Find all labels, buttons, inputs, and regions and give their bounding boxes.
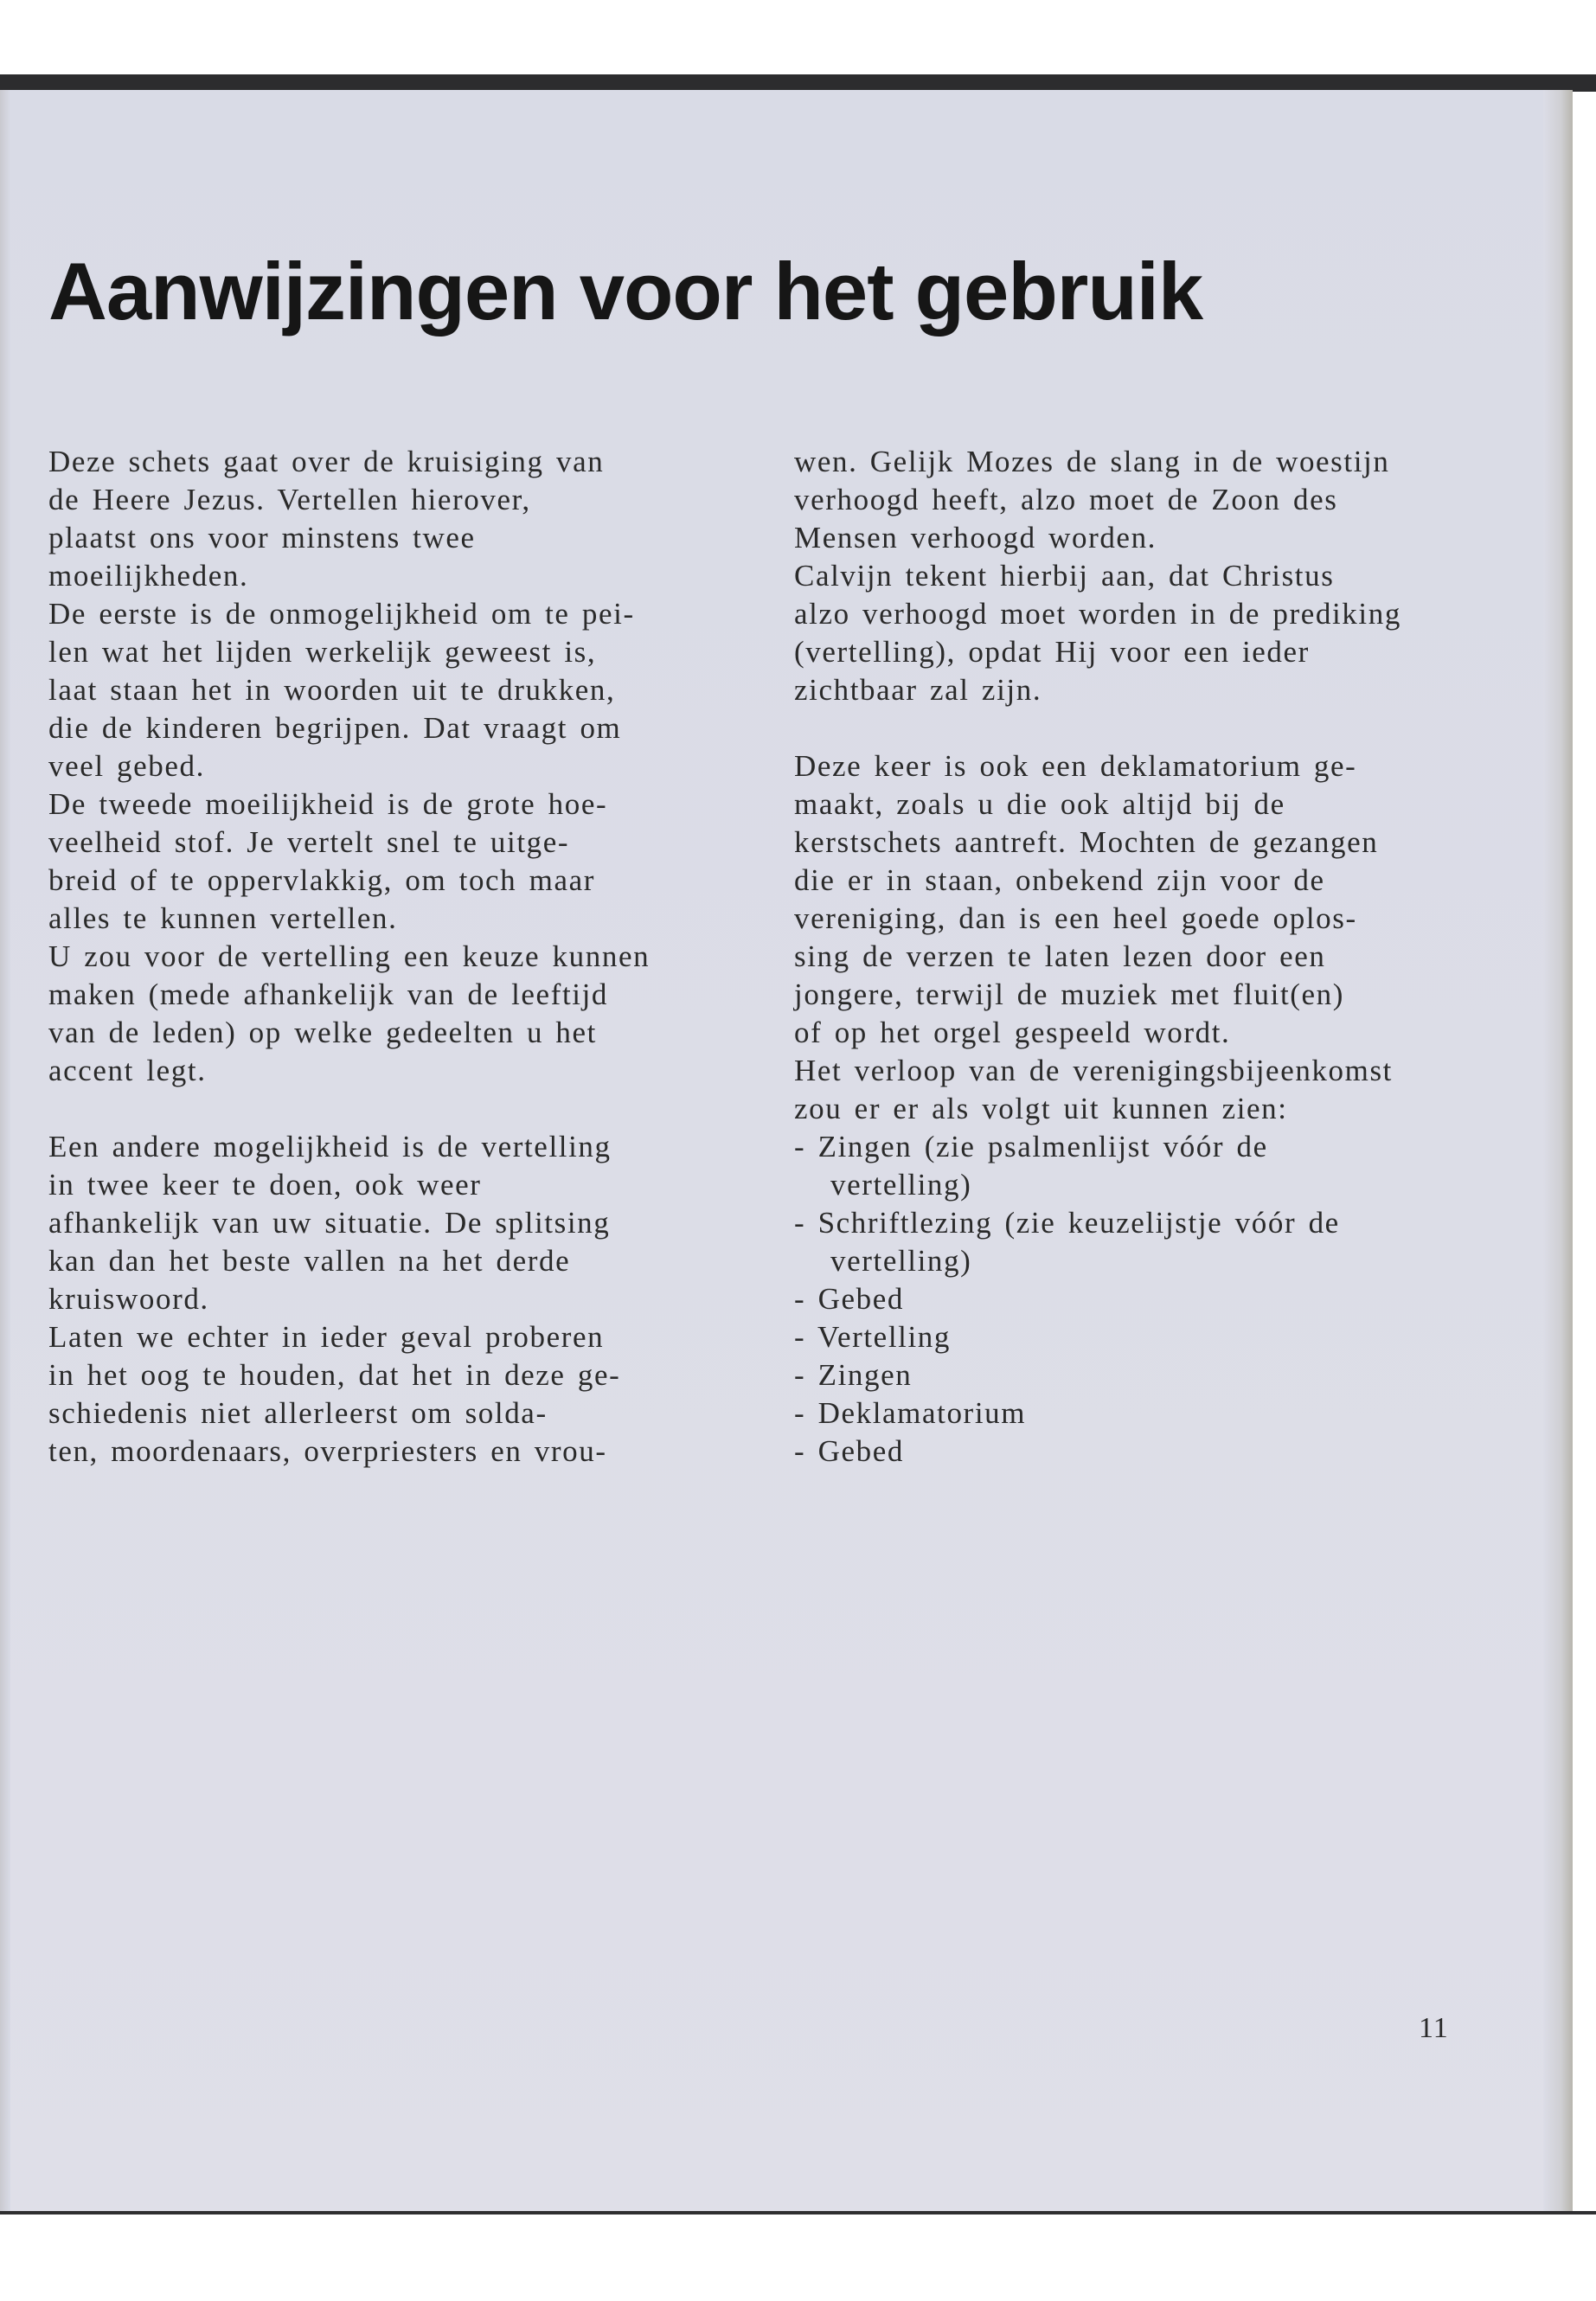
text-line: kerstschets aantreft. Mochten de gezangen bbox=[794, 825, 1379, 859]
text-line: in twee keer te doen, ook weer bbox=[48, 1168, 482, 1202]
text-line: die de kinderen begrijpen. Dat vraagt om bbox=[48, 711, 622, 745]
list-item-continuation: vertelling) bbox=[830, 1244, 972, 1278]
paragraph-gap bbox=[794, 709, 1529, 747]
text-line: len wat het lijden werkelijk geweest is, bbox=[48, 635, 597, 669]
list-item: - Deklamatorium bbox=[794, 1396, 1027, 1430]
text-line: wen. Gelijk Mozes de slang in de woestijn bbox=[794, 445, 1390, 478]
text-line: kruiswoord. bbox=[48, 1282, 209, 1316]
text-line: zou er er als volgt uit kunnen zien: bbox=[794, 1092, 1288, 1125]
text-line: afhankelijk van uw situatie. De splitsing bbox=[48, 1206, 611, 1240]
text-line: accent legt. bbox=[48, 1054, 207, 1087]
text-line: Het verloop van de verenigingsbijeenkomst bbox=[794, 1054, 1393, 1087]
text-line: plaatst ons voor minstens twee bbox=[48, 521, 476, 554]
text-line: ten, moordenaars, overpriesters en vrou- bbox=[48, 1434, 607, 1468]
text-line: moeilijkheden. bbox=[48, 559, 249, 593]
text-line: in het oog te houden, dat het in deze ge- bbox=[48, 1358, 621, 1392]
list-item-continuation: vertelling) bbox=[830, 1168, 972, 1202]
list-item: - Vertelling bbox=[794, 1320, 951, 1354]
text-line: veel gebed. bbox=[48, 749, 205, 783]
scan-background-top bbox=[0, 0, 1596, 76]
text-line: laat staan het in woorden uit te drukken, bbox=[48, 673, 616, 707]
paragraph-gap bbox=[48, 1090, 784, 1128]
scan-background-bottom bbox=[0, 2214, 1596, 2301]
text-line: Calvijn tekent hierbij aan, dat Christus bbox=[794, 559, 1335, 593]
text-line: Deze keer is ook een deklamatorium ge- bbox=[794, 749, 1357, 783]
text-line: (vertelling), opdat Hij voor een ieder bbox=[794, 635, 1310, 669]
text-line: zichtbaar zal zijn. bbox=[794, 673, 1042, 707]
text-line: jongere, terwijl de muziek met fluit(en) bbox=[794, 977, 1345, 1011]
text-line: Laten we echter in ieder geval proberen bbox=[48, 1320, 605, 1354]
page-binding-edge bbox=[1543, 90, 1573, 2214]
text-line: veelheid stof. Je vertelt snel te uitge- bbox=[48, 825, 570, 859]
list-item: - Zingen bbox=[794, 1358, 913, 1392]
text-line: sing de verzen te laten lezen door een bbox=[794, 939, 1326, 973]
list-item: - Gebed bbox=[794, 1282, 904, 1316]
text-line: maken (mede afhankelijk van de leeftijd bbox=[48, 977, 609, 1011]
text-line: of op het orgel gespeeld wordt. bbox=[794, 1016, 1231, 1049]
text-line: verhoogd heeft, alzo moet de Zoon des bbox=[794, 483, 1338, 516]
text-line: breid of te oppervlakkig, om toch maar bbox=[48, 863, 595, 897]
text-line: die er in staan, onbekend zijn voor de bbox=[794, 863, 1325, 897]
text-line: U zou voor de vertelling een keuze kunnen bbox=[48, 939, 651, 973]
scan-edge-top bbox=[0, 74, 1596, 92]
text-line: Een andere mogelijkheid is de vertelling bbox=[48, 1130, 612, 1163]
text-line: maakt, zoals u die ook altijd bij de bbox=[794, 787, 1285, 821]
right-text-column bbox=[794, 443, 1529, 1471]
left-text-column bbox=[48, 443, 784, 1471]
text-line: van de leden) op welke gedeelten u het bbox=[48, 1016, 597, 1049]
text-line: vereniging, dan is een heel goede oplos- bbox=[794, 901, 1357, 935]
text-line: De eerste is de onmogelijkheid om te pei- bbox=[48, 597, 635, 631]
text-line: kan dan het beste vallen na het derde bbox=[48, 1244, 571, 1278]
page-number: 11 bbox=[1419, 2012, 1449, 2044]
text-line: Mensen verhoogd worden. bbox=[794, 521, 1157, 554]
list-item: - Gebed bbox=[794, 1434, 904, 1468]
text-line: alzo verhoogd moet worden in de prediking bbox=[794, 597, 1401, 631]
page-title: Aanwijzingen voor het gebruik bbox=[48, 246, 1203, 336]
text-line: De tweede moeilijkheid is de grote hoe- bbox=[48, 787, 608, 821]
text-line: Deze schets gaat over de kruisiging van bbox=[48, 445, 605, 478]
text-line: schiedenis niet allerleerst om solda- bbox=[48, 1396, 548, 1430]
text-line: alles te kunnen vertellen. bbox=[48, 901, 398, 935]
list-item: - Zingen (zie psalmenlijst vóór de bbox=[794, 1130, 1268, 1163]
list-item: - Schriftlezing (zie keuzelijstje vóór de bbox=[794, 1206, 1340, 1240]
text-line: de Heere Jezus. Vertellen hierover, bbox=[48, 483, 531, 516]
page-left-edge bbox=[0, 90, 10, 2214]
